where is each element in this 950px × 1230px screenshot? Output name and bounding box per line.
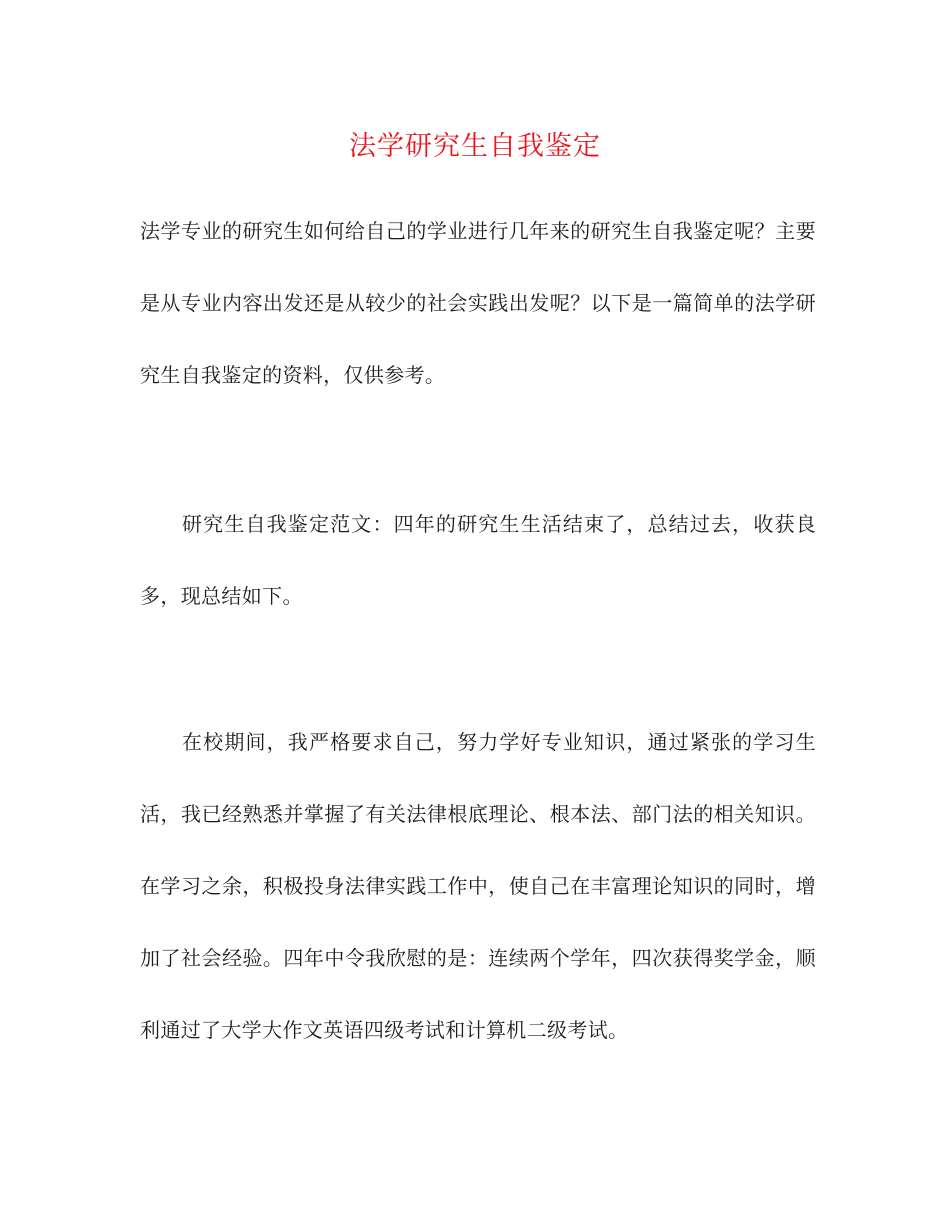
- document-title: 法学研究生自我鉴定: [349, 131, 601, 162]
- intro-paragraph: 法学专业的研究生如何给自己的学业进行几年来的研究生自我鉴定呢？主要是从专业内容出发还是从较少的社会实践出发呢？以下是一篇简单的法学研究生自我鉴定的资料，仅供参考。: [140, 219, 816, 387]
- study-paragraph: 在校期间，我严格要求自己，努力学好专业知识，通过紧张的学习生活，我已经熟悉并掌握了有关法律根底理论、根本法、部门法的相关知识。在学习之余，积极投身法律实践工作中，使自己在丰富理论知识的同时，增加了社会经验。四年中令我欣慰的是：连续两个学年，四次获得奖学金，顺利通过了大学大作文英语四级考试和计算机二级考试。: [140, 730, 816, 1042]
- summary-paragraph: 研究生自我鉴定范文：四年的研究生生活结束了，总结过去，收获良多，现总结如下。: [140, 512, 816, 608]
